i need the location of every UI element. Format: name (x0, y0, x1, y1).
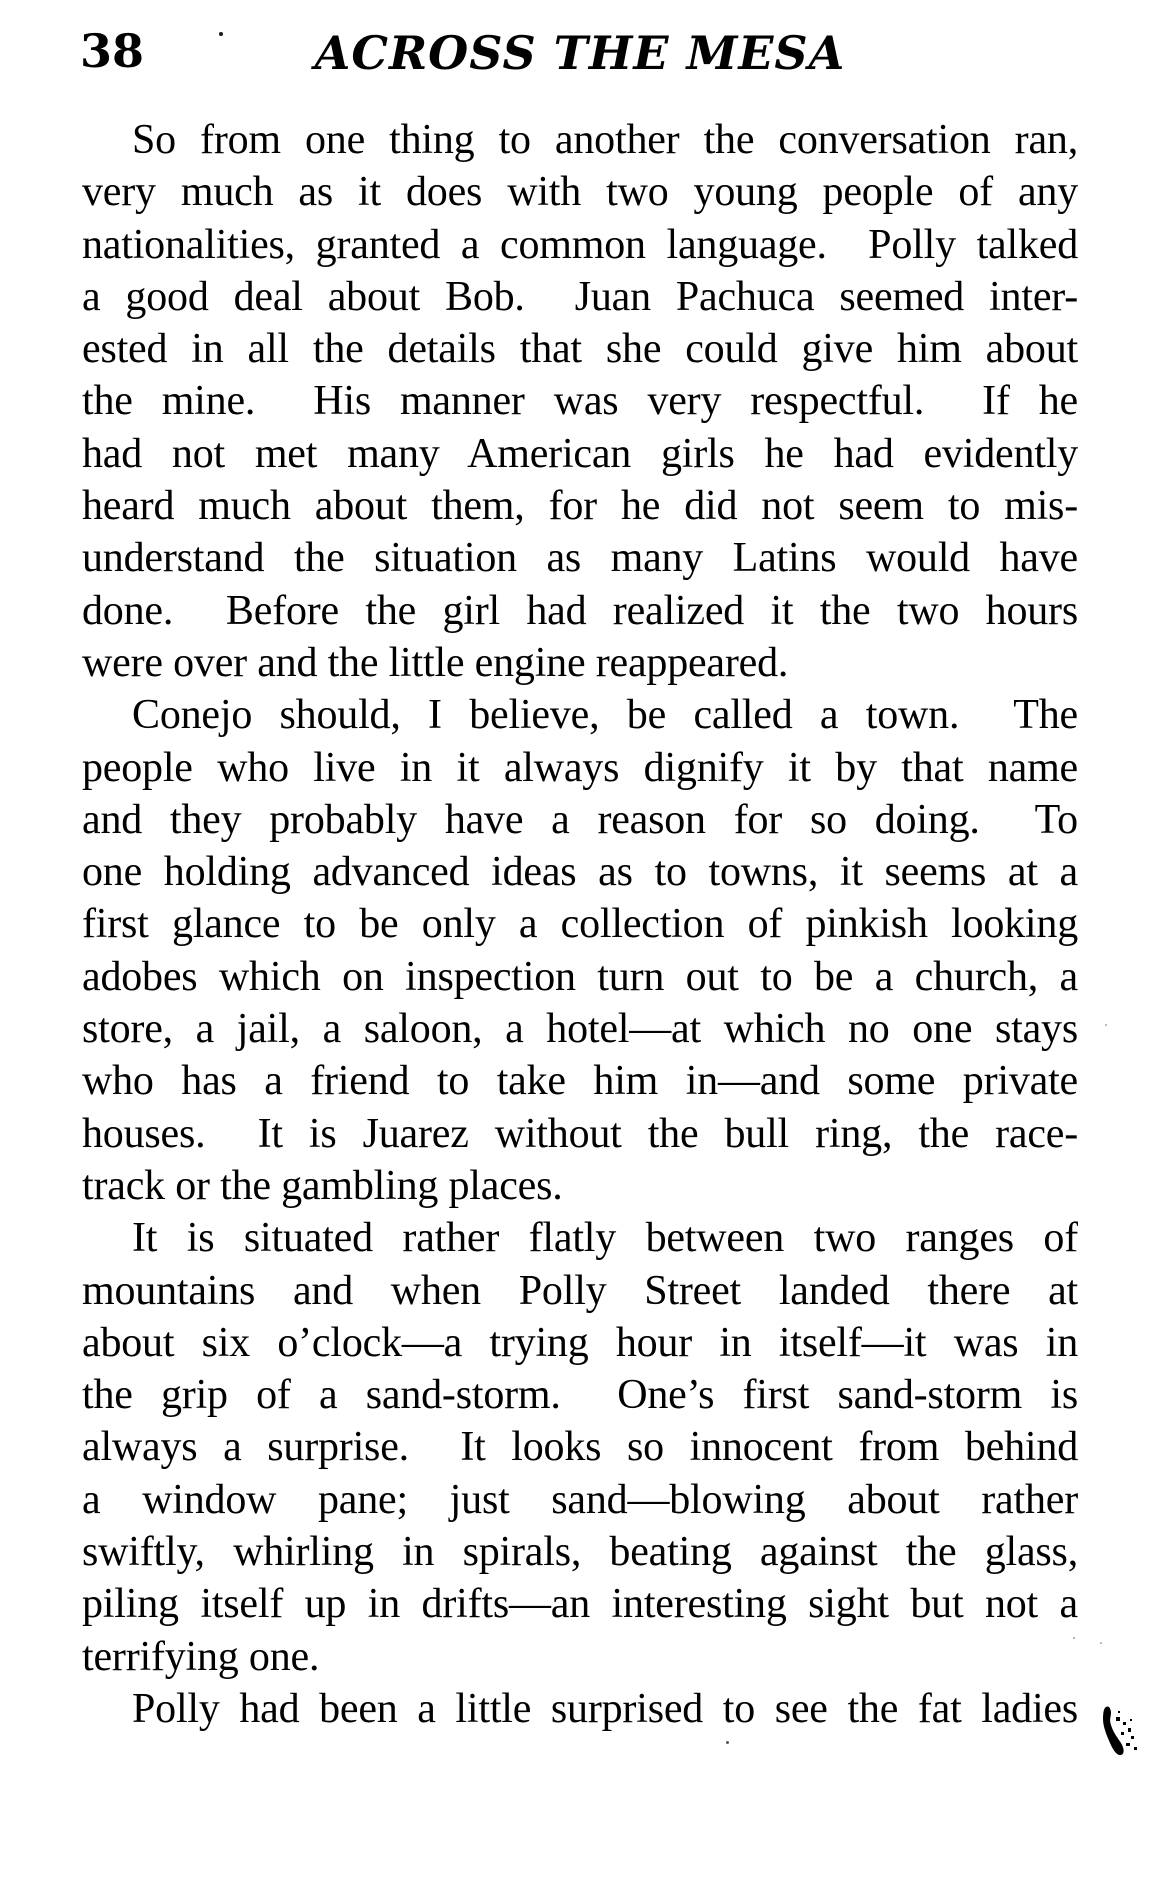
text-line: people who live in it always dignify it by that name (82, 744, 1078, 791)
text-line: who has a friend to take him in—and some private (82, 1058, 1078, 1105)
scan-speck (726, 1741, 729, 1744)
text-line: houses. It is Juarez without the bull ring, the race- (82, 1110, 1078, 1157)
text-line: understand the situation as many Latins would have (82, 535, 1078, 582)
scan-speck (1073, 1637, 1075, 1639)
text-line: first glance to be only a collection of pinkish looking (82, 901, 1078, 948)
scan-speck (219, 32, 223, 36)
text-line: track or the gambling places. (82, 1162, 563, 1209)
text-line: the grip of a sand-storm. One’s first sand-storm is (82, 1372, 1078, 1419)
text-line: Polly had been a little surprised to see the fat ladies (132, 1685, 1078, 1732)
text-line: a window pane; just sand—blowing about rather (82, 1476, 1078, 1523)
text-line: mountains and when Polly Street landed there at (82, 1267, 1078, 1314)
text-line: ested in all the details that she could give him about (82, 326, 1078, 373)
text-line: nationalities, granted a common language. Polly talked (82, 221, 1078, 268)
text-line: adobes which on inspection turn out to be a church, a (82, 953, 1078, 1000)
text-line: Conejo should, I believe, be called a town. The (132, 692, 1078, 739)
text-line: were over and the little engine reappeared. (82, 639, 789, 686)
text-line: the mine. His manner was very respectful. If he (82, 378, 1078, 425)
text-line: store, a jail, a saloon, a hotel—at which no one stays (82, 1006, 1078, 1053)
text-line: had not met many American girls he had evidently (82, 430, 1078, 477)
scan-speck (1100, 1642, 1102, 1644)
text-line: It is situated rather flatly between two ranges of (132, 1215, 1078, 1262)
text-line: and they probably have a reason for so doing. To (82, 796, 1078, 843)
text-line: piling itself up in drifts—an interesting sight but not a (82, 1581, 1078, 1628)
text-line: a good deal about Bob. Juan Pachuca seemed inter- (82, 273, 1078, 320)
text-line: about six o’clock—a trying hour in itself—it was in (82, 1319, 1078, 1366)
page-number: 38 (80, 24, 145, 78)
text-line: So from one thing to another the conversation ran, (132, 117, 1078, 163)
running-title: ACROSS THE MESA (314, 26, 846, 80)
ink-blot-mark (1096, 1705, 1140, 1761)
text-line: very much as it does with two young people of any (82, 169, 1078, 216)
text-line: done. Before the girl had realized it the two hours (82, 587, 1078, 634)
text-line: heard much about them, for he did not seem to mis- (82, 483, 1078, 530)
scan-speck (1105, 1024, 1107, 1026)
text-line: terrifying one. (82, 1633, 320, 1680)
text-line: one holding advanced ideas as to towns, it seems at a (82, 849, 1078, 896)
page-text (82, 114, 1078, 1735)
text-line: swiftly, whirling in spirals, beating against the glass, (82, 1529, 1078, 1576)
text-line: always a surprise. It looks so innocent from behind (82, 1424, 1078, 1471)
